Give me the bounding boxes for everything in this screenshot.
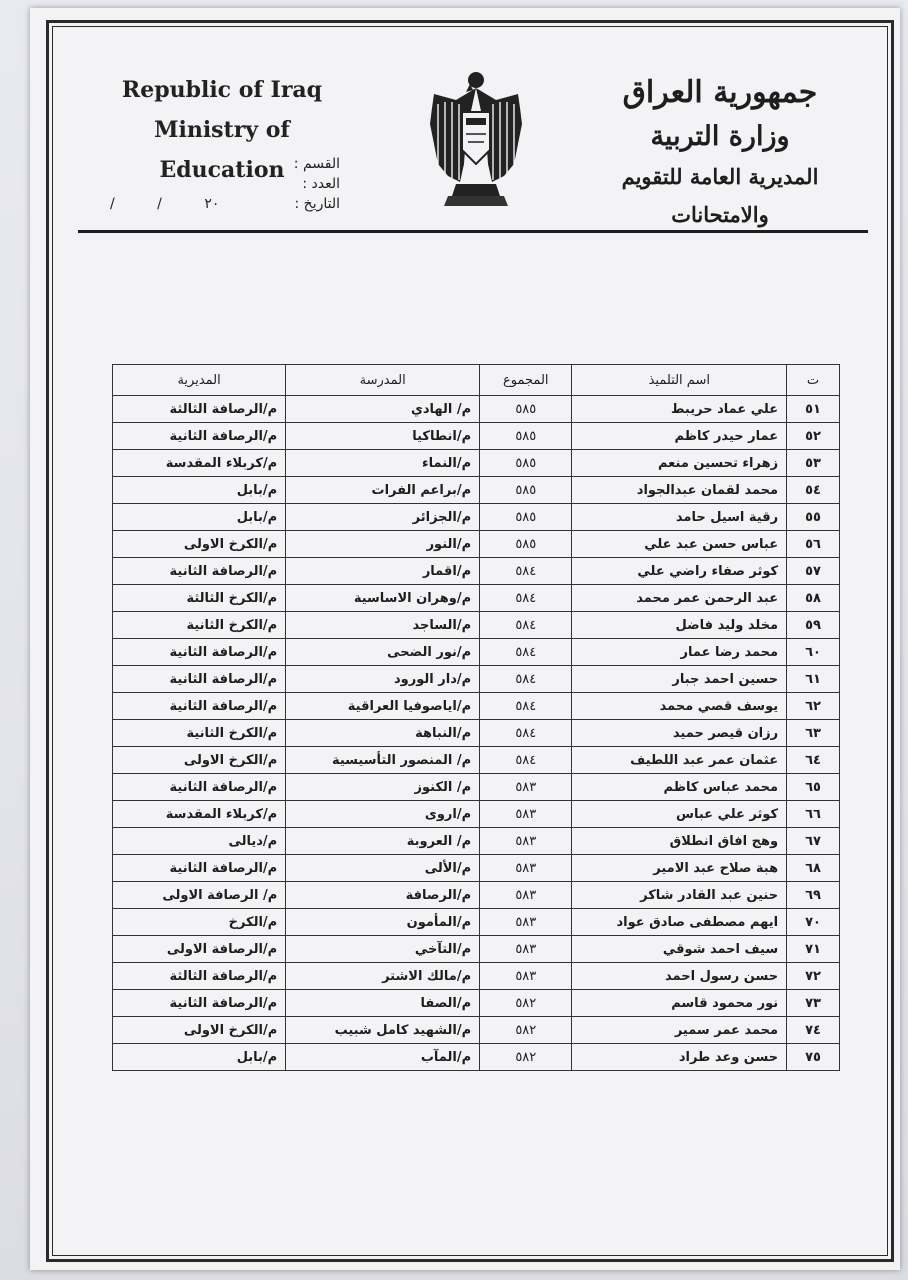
table-row xyxy=(113,558,840,585)
cell-name: محمد لقمان عبدالجواد xyxy=(572,477,787,504)
cell-directorate: م/الكرخ الاولى xyxy=(113,747,286,774)
cell-directorate: م/الرصافة الثانية xyxy=(113,666,286,693)
cell-directorate: م/الرصافة الثانية xyxy=(113,693,286,720)
header-directorate: المديرية xyxy=(113,365,286,396)
cell-directorate: م/الكرخ الثانية xyxy=(113,612,286,639)
letter-meta xyxy=(110,154,340,214)
table-row xyxy=(113,612,840,639)
cell-no: ٦٢ xyxy=(787,693,840,720)
cell-no: ٥٨ xyxy=(787,585,840,612)
cell-name: عباس حسن عبد علي xyxy=(572,531,787,558)
cell-school: م/ العروبة xyxy=(286,828,480,855)
cell-total: ٥٨٣ xyxy=(480,963,572,990)
cell-no: ٦٤ xyxy=(787,747,840,774)
number-label: العدد : xyxy=(302,176,340,192)
cell-name: رقية اسيل حامد xyxy=(572,504,787,531)
cell-name: محمد عمر سمير xyxy=(572,1017,787,1044)
results-table xyxy=(112,364,840,1071)
cell-school: م/الشهيد كامل شبيب xyxy=(286,1017,480,1044)
table-body xyxy=(113,396,840,1071)
cell-directorate: م/الكرخ الثالثة xyxy=(113,585,286,612)
cell-total: ٥٨٥ xyxy=(480,396,572,423)
cell-school: م/المأمون xyxy=(286,909,480,936)
table-row xyxy=(113,1017,840,1044)
cell-directorate: م/بابل xyxy=(113,1044,286,1071)
cell-total: ٥٨٣ xyxy=(480,936,572,963)
cell-school: م/ الكنوز xyxy=(286,774,480,801)
arabic-letterhead xyxy=(570,70,870,234)
table-row xyxy=(113,720,840,747)
table-row xyxy=(113,666,840,693)
cell-total: ٥٨٤ xyxy=(480,585,572,612)
table-row xyxy=(113,936,840,963)
table-row xyxy=(113,990,840,1017)
cell-no: ٥٣ xyxy=(787,450,840,477)
cell-total: ٥٨٥ xyxy=(480,450,572,477)
cell-no: ٥٩ xyxy=(787,612,840,639)
cell-total: ٥٨٢ xyxy=(480,1044,572,1071)
table-row xyxy=(113,531,840,558)
cell-school: م/مالك الاشتر xyxy=(286,963,480,990)
cell-total: ٥٨٥ xyxy=(480,477,572,504)
cell-no: ٦٥ xyxy=(787,774,840,801)
cell-no: ٧١ xyxy=(787,936,840,963)
header-divider xyxy=(78,230,868,233)
arabic-country: جمهورية العراق xyxy=(622,75,818,110)
cell-no: ٧٥ xyxy=(787,1044,840,1071)
cell-school: م/التآخي xyxy=(286,936,480,963)
table-row xyxy=(113,1044,840,1071)
section-label: القسم : xyxy=(293,156,340,172)
cell-directorate: م/ديالى xyxy=(113,828,286,855)
cell-directorate: م/الرصافة الثانية xyxy=(113,558,286,585)
cell-no: ٦٠ xyxy=(787,639,840,666)
cell-name: عثمان عمر عبد اللطيف xyxy=(572,747,787,774)
cell-no: ٦٦ xyxy=(787,801,840,828)
english-country: Republic of Iraq xyxy=(121,77,323,103)
cell-name: عبد الرحمن عمر محمد xyxy=(572,585,787,612)
cell-school: م/ الهادي xyxy=(286,396,480,423)
cell-school: م/الألى xyxy=(286,855,480,882)
cell-school: م/النماء xyxy=(286,450,480,477)
cell-directorate: م/ الرصافة الاولى xyxy=(113,882,286,909)
table-row xyxy=(113,801,840,828)
table-row xyxy=(113,855,840,882)
cell-total: ٥٨٣ xyxy=(480,909,572,936)
cell-directorate: م/الرصافة الثانية xyxy=(113,990,286,1017)
cell-no: ٥٦ xyxy=(787,531,840,558)
cell-no: ٥٥ xyxy=(787,504,840,531)
cell-name: ايهم مصطفى صادق عواد xyxy=(572,909,787,936)
cell-name: سيف احمد شوقي xyxy=(572,936,787,963)
cell-no: ٧٣ xyxy=(787,990,840,1017)
english-ministry: Ministry of Education xyxy=(154,117,290,183)
table-row xyxy=(113,909,840,936)
date-row xyxy=(110,194,340,214)
cell-directorate: م/كربلاء المقدسة xyxy=(113,450,286,477)
cell-name: زهراء تحسين منعم xyxy=(572,450,787,477)
table-row xyxy=(113,450,840,477)
cell-school: م/الجزائر xyxy=(286,504,480,531)
cell-name: مخلد وليد فاضل xyxy=(572,612,787,639)
table-row xyxy=(113,585,840,612)
cell-name: نور محمود قاسم xyxy=(572,990,787,1017)
cell-total: ٥٨٥ xyxy=(480,531,572,558)
cell-school: م/الصفا xyxy=(286,990,480,1017)
cell-directorate: م/الرصافة الثالثة xyxy=(113,396,286,423)
cell-no: ٥٧ xyxy=(787,558,840,585)
cell-directorate: م/الكرخ الثانية xyxy=(113,720,286,747)
cell-no: ٦٧ xyxy=(787,828,840,855)
eagle-emblem-icon xyxy=(426,64,526,214)
cell-name: رزان قيصر حميد xyxy=(572,720,787,747)
table-row xyxy=(113,963,840,990)
table-row xyxy=(113,477,840,504)
cell-no: ٥٤ xyxy=(787,477,840,504)
cell-no: ٦٩ xyxy=(787,882,840,909)
cell-school: م/دار الورود xyxy=(286,666,480,693)
cell-name: وهج افاق انطلاق xyxy=(572,828,787,855)
cell-name: حنين عبد القادر شاكر xyxy=(572,882,787,909)
cell-total: ٥٨٤ xyxy=(480,693,572,720)
table-row xyxy=(113,774,840,801)
cell-directorate: م/الرصافة الثالثة xyxy=(113,963,286,990)
cell-name: عمار حيدر كاظم xyxy=(572,423,787,450)
cell-name: يوسف قصي محمد xyxy=(572,693,787,720)
cell-total: ٥٨٣ xyxy=(480,855,572,882)
cell-name: محمد رضا عمار xyxy=(572,639,787,666)
cell-school: م/المآب xyxy=(286,1044,480,1071)
header-name: اسم التلميذ xyxy=(572,365,787,396)
cell-name: كوثر صفاء راضي علي xyxy=(572,558,787,585)
cell-school: م/النباهة xyxy=(286,720,480,747)
cell-directorate: م/الكرخ الاولى xyxy=(113,1017,286,1044)
cell-school: م/نور الضحى xyxy=(286,639,480,666)
cell-total: ٥٨٤ xyxy=(480,558,572,585)
cell-no: ٦٨ xyxy=(787,855,840,882)
cell-total: ٥٨٤ xyxy=(480,666,572,693)
cell-school: م/الساجد xyxy=(286,612,480,639)
cell-name: هبة صلاح عبد الامير xyxy=(572,855,787,882)
cell-no: ٥١ xyxy=(787,396,840,423)
cell-total: ٥٨٥ xyxy=(480,423,572,450)
cell-no: ٦٣ xyxy=(787,720,840,747)
cell-directorate: م/الكرخ الاولى xyxy=(113,531,286,558)
cell-school: م/النور xyxy=(286,531,480,558)
cell-directorate: م/الرصافة الثانية xyxy=(113,639,286,666)
table-row xyxy=(113,828,840,855)
date-label: التاريخ : xyxy=(294,196,340,212)
cell-school: م/براعم الفرات xyxy=(286,477,480,504)
table-row xyxy=(113,747,840,774)
cell-school: م/وهران الاساسية xyxy=(286,585,480,612)
arabic-ministry: وزارة التربية xyxy=(650,121,790,152)
cell-directorate: م/الكرخ xyxy=(113,909,286,936)
cell-total: ٥٨٣ xyxy=(480,801,572,828)
cell-name: حسن رسول احمد xyxy=(572,963,787,990)
header-total: المجموع xyxy=(480,365,572,396)
cell-directorate: م/كربلاء المقدسة xyxy=(113,801,286,828)
document-page xyxy=(30,8,900,1270)
cell-directorate: م/الرصافة الثانية xyxy=(113,855,286,882)
cell-directorate: م/بابل xyxy=(113,477,286,504)
cell-school: م/اقمار xyxy=(286,558,480,585)
table-row xyxy=(113,504,840,531)
cell-total: ٥٨٤ xyxy=(480,720,572,747)
cell-directorate: م/الرصافة الثانية xyxy=(113,423,286,450)
header-school: المدرسة xyxy=(286,365,480,396)
cell-school: م/انطاكيا xyxy=(286,423,480,450)
cell-no: ٦١ xyxy=(787,666,840,693)
cell-school: م/ المنصور التأسيسية xyxy=(286,747,480,774)
cell-total: ٥٨٣ xyxy=(480,882,572,909)
cell-total: ٥٨٥ xyxy=(480,504,572,531)
cell-total: ٥٨٤ xyxy=(480,612,572,639)
cell-no: ٥٢ xyxy=(787,423,840,450)
cell-total: ٥٨٣ xyxy=(480,828,572,855)
cell-name: محمد عباس كاظم xyxy=(572,774,787,801)
cell-no: ٧٤ xyxy=(787,1017,840,1044)
cell-name: كوثر علي عباس xyxy=(572,801,787,828)
cell-name: علي عماد حريبط xyxy=(572,396,787,423)
arabic-directorate: المديرية العامة للتقويم والامتحانات xyxy=(621,164,819,227)
date-slots: / / ٢٠ xyxy=(110,196,220,212)
cell-directorate: م/الرصافة الاولى xyxy=(113,936,286,963)
cell-total: ٥٨٢ xyxy=(480,1017,572,1044)
cell-no: ٧٢ xyxy=(787,963,840,990)
cell-total: ٥٨٣ xyxy=(480,774,572,801)
table-row xyxy=(113,396,840,423)
cell-school: م/اياصوفيا العراقية xyxy=(286,693,480,720)
cell-directorate: م/بابل xyxy=(113,504,286,531)
cell-directorate: م/الرصافة الثانية xyxy=(113,774,286,801)
cell-total: ٥٨٢ xyxy=(480,990,572,1017)
table-row xyxy=(113,882,840,909)
cell-school: م/اروى xyxy=(286,801,480,828)
table-row xyxy=(113,423,840,450)
header-no: ت xyxy=(787,365,840,396)
cell-name: حسين احمد جبار xyxy=(572,666,787,693)
cell-total: ٥٨٤ xyxy=(480,747,572,774)
cell-total: ٥٨٤ xyxy=(480,639,572,666)
table-row xyxy=(113,639,840,666)
table-header-row xyxy=(113,365,840,396)
cell-name: حسن وعد طراد xyxy=(572,1044,787,1071)
table-row xyxy=(113,693,840,720)
cell-school: م/الرصافة xyxy=(286,882,480,909)
cell-no: ٧٠ xyxy=(787,909,840,936)
